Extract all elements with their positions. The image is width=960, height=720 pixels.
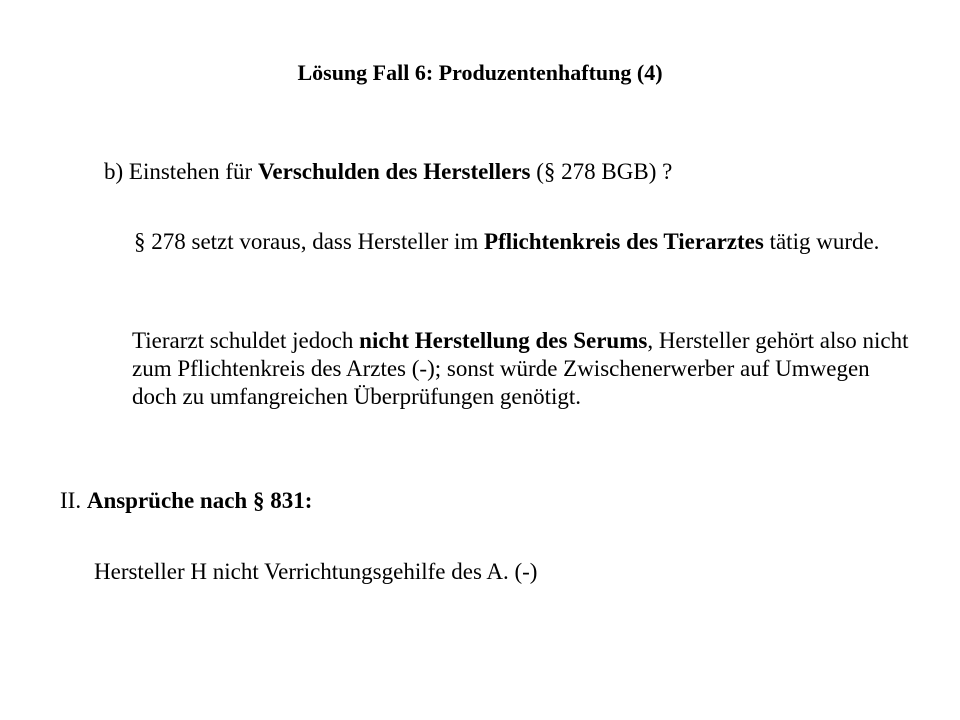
paragraph-text: , Hersteller gehört also nicht zum Pflichtenkreis des Arztes (-); sonst würde Zwischenerwerber auf Umwegen doch zu umfangreichen Überprüfungen genötigt. xyxy=(132,328,909,409)
slide-title: Lösung Fall 6: Produzentenhaftung (4) xyxy=(297,60,663,85)
paragraph-text: Tierarzt schuldet jedoch xyxy=(132,328,360,353)
paragraph-text: b) Einstehen für xyxy=(104,159,258,184)
paragraph-tierarzt-schuldet xyxy=(132,327,912,411)
paragraph-verrichtungsgehilfe xyxy=(94,558,914,586)
paragraph-text: § 278 setzt voraus, dass Hersteller im xyxy=(134,229,485,254)
emphasis-text: Pflichtenkreis des Tierarztes xyxy=(484,229,764,254)
emphasis-text: Verschulden des Herstellers xyxy=(257,159,531,184)
section-number: II. xyxy=(60,488,87,513)
paragraph-text: (§ 278 BGB) ? xyxy=(530,159,673,184)
paragraph-text: tätig wurde. xyxy=(763,229,880,254)
paragraph-text: Hersteller H nicht Verrichtungsgehilfe des A. (-) xyxy=(94,559,538,584)
emphasis-text: Ansprüche nach § 831: xyxy=(86,488,313,513)
section-heading-831 xyxy=(60,487,920,515)
paragraph-278-voraussetzung xyxy=(134,228,924,256)
paragraph-verschulden-hersteller xyxy=(104,158,924,186)
emphasis-text: nicht Herstellung des Serums xyxy=(359,328,648,353)
